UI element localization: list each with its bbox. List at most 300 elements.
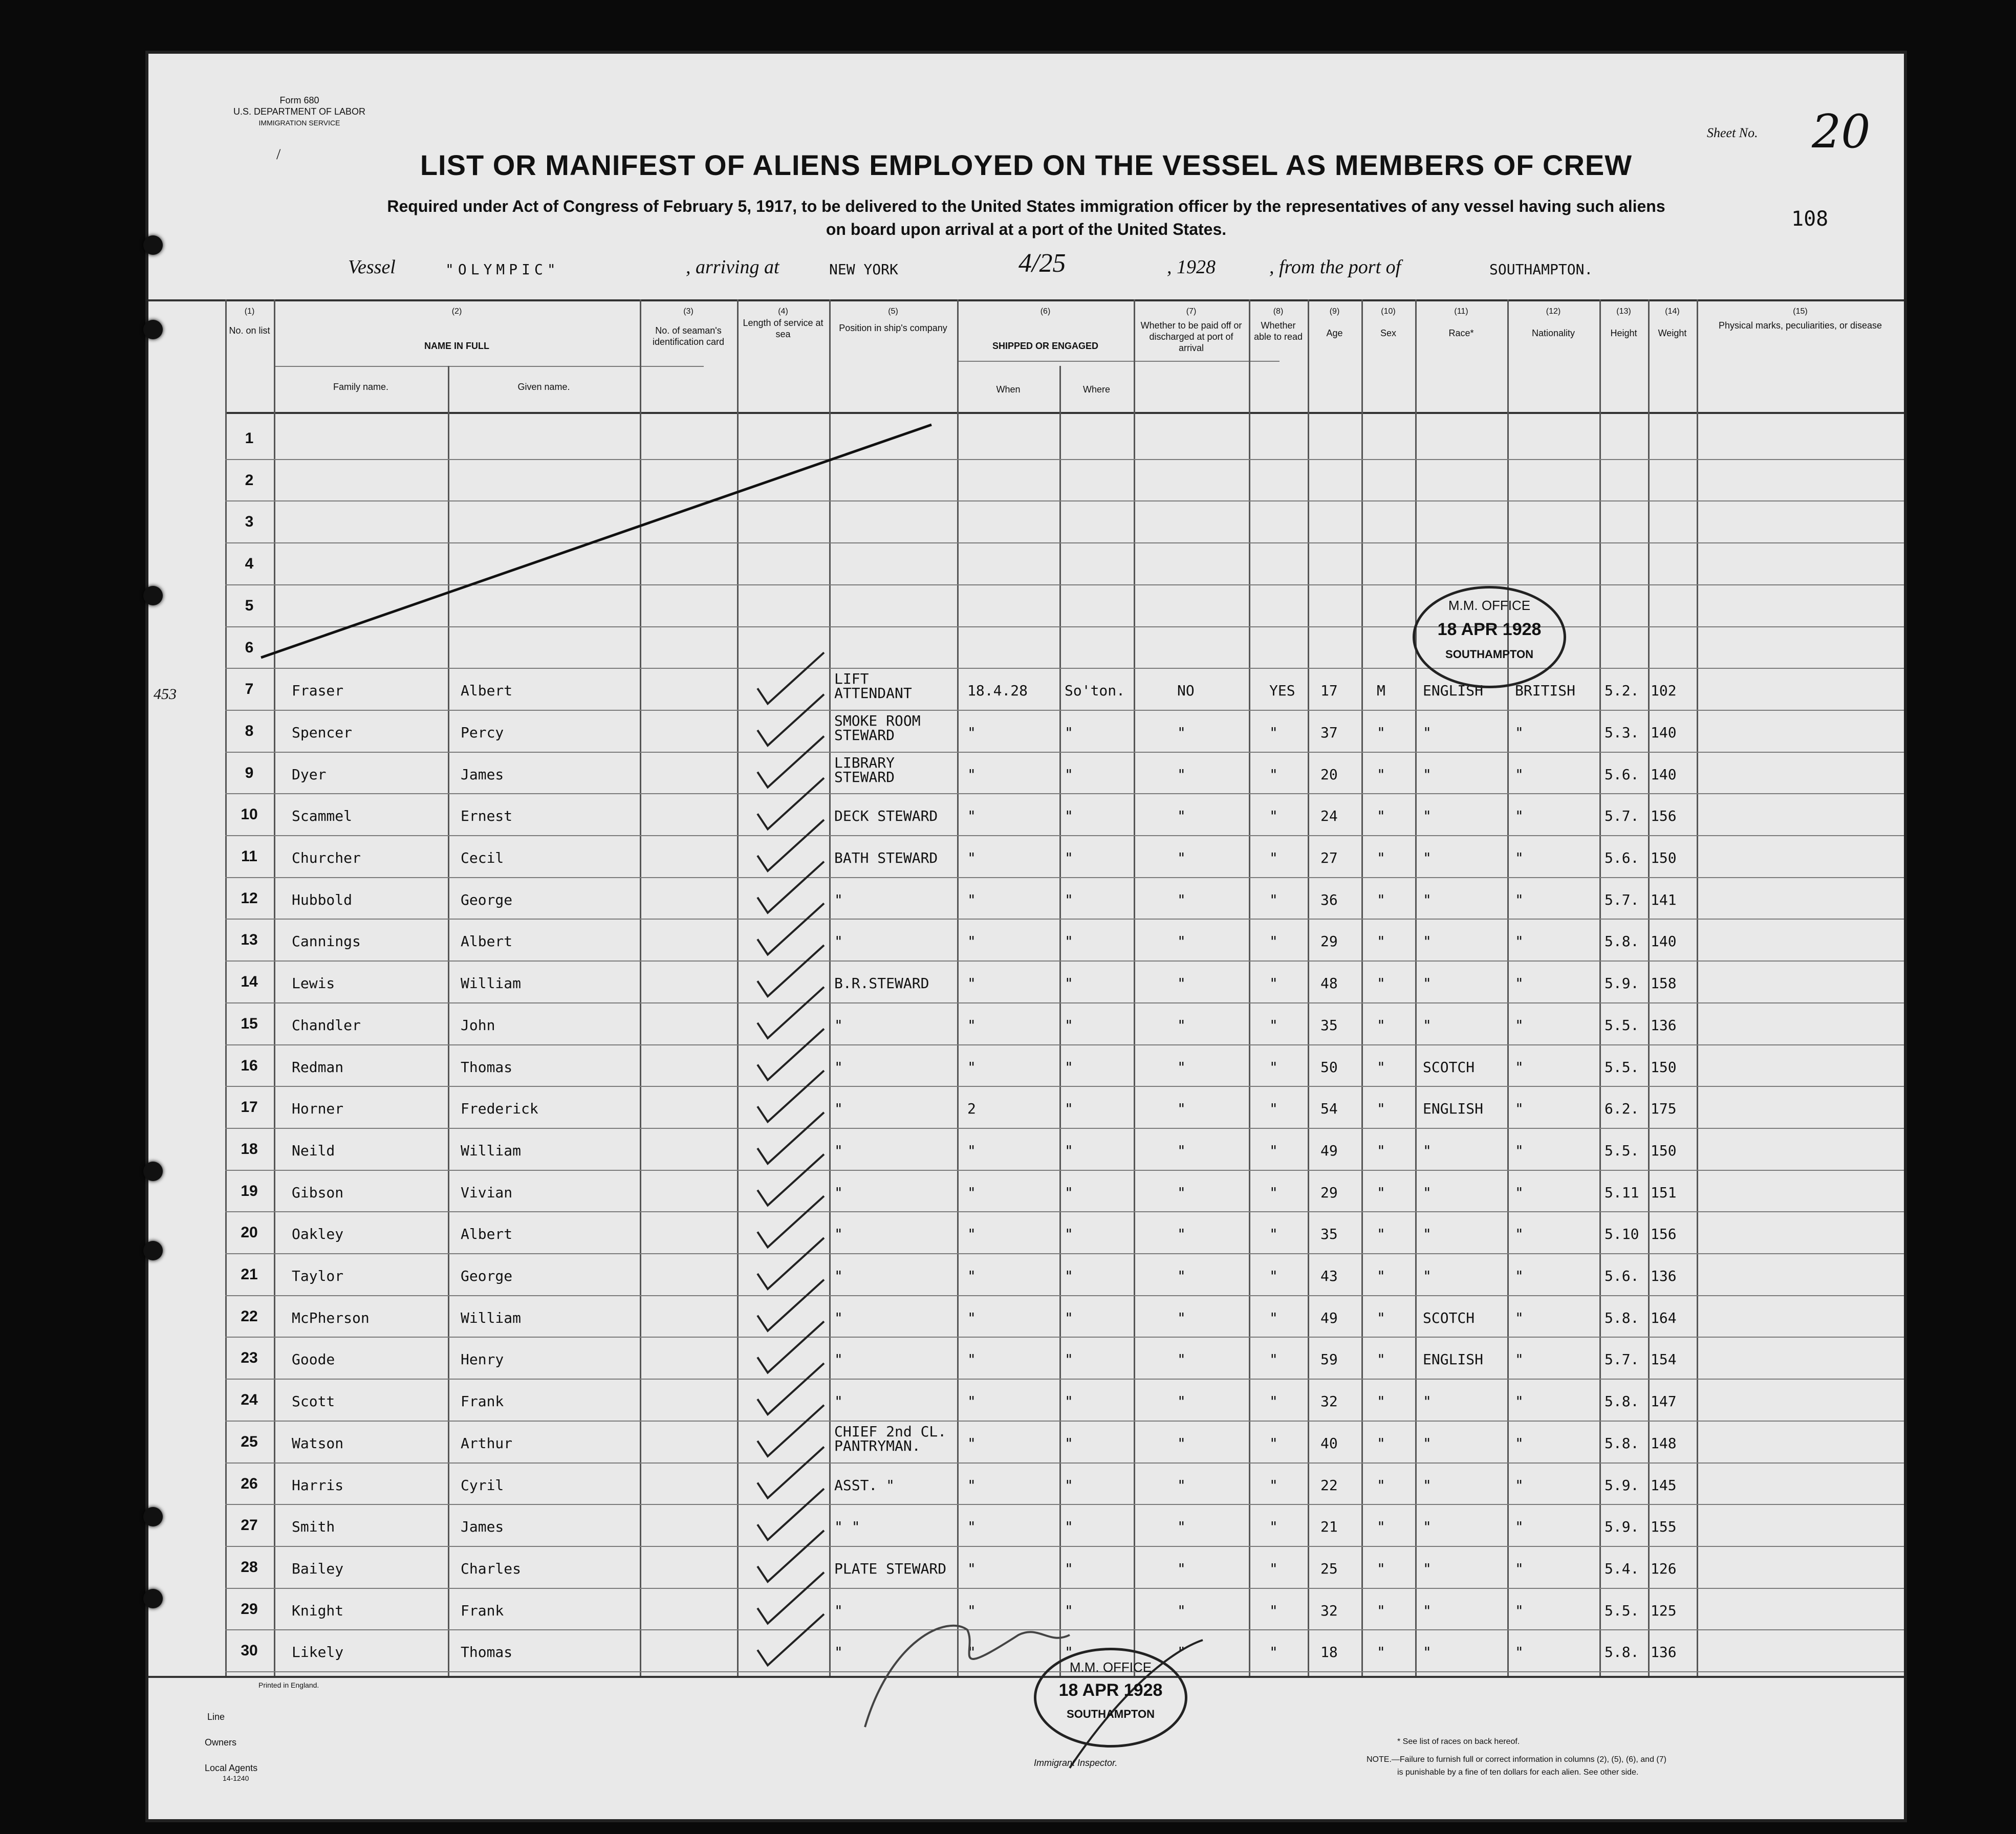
cell-sex: "	[1377, 1434, 1385, 1452]
cell-race: ENGLISH	[1423, 1351, 1484, 1368]
where-header: Where	[1082, 384, 1110, 395]
column-number: (12)	[1546, 307, 1561, 316]
footer-agents-label: Local Agents	[205, 1763, 258, 1773]
cell-given: Frederick	[461, 1100, 538, 1118]
cell-age: 35	[1320, 1016, 1338, 1034]
cell-height: 5.9.	[1605, 1518, 1639, 1536]
cell-given: William	[461, 1309, 522, 1326]
cell-race: "	[1423, 1226, 1432, 1243]
cell-height: 5.2.	[1605, 682, 1639, 700]
footer-owners-label: Owners	[205, 1737, 237, 1748]
row-number: 6	[245, 639, 254, 656]
cell-age: 22	[1320, 1476, 1338, 1494]
page-subtitle-line2: on board upon arrival at a port of the United States.	[826, 220, 1227, 238]
cell-given: Ernest	[461, 807, 513, 825]
cell-height: 5.8.	[1605, 1644, 1639, 1661]
cell-sex: "	[1377, 891, 1385, 908]
cell-family: Bailey	[292, 1560, 344, 1577]
when-header: When	[996, 384, 1021, 395]
column-header: Height	[1610, 328, 1637, 338]
row-number: 16	[241, 1057, 258, 1074]
cell-height: 5.7.	[1605, 891, 1639, 908]
form-mark: /	[276, 146, 281, 163]
cell-where: "	[1065, 975, 1073, 992]
cell-read: "	[1269, 807, 1278, 825]
row-number: 17	[241, 1099, 258, 1116]
cell-position: "	[834, 1309, 843, 1326]
cell-where: "	[1065, 1393, 1073, 1410]
stamp-date: 18 APR 1928	[1058, 1680, 1163, 1700]
row-number: 21	[241, 1266, 258, 1283]
cell-read: "	[1269, 766, 1278, 783]
cell-race: "	[1423, 1518, 1432, 1536]
column-number: (8)	[1273, 307, 1284, 316]
column-header: Nationality	[1531, 328, 1575, 338]
cell-position: BATH STEWARD	[834, 849, 938, 866]
cell-height: 5.8.	[1605, 1393, 1639, 1410]
office-stamp	[1034, 1648, 1187, 1748]
cell-when: "	[967, 1602, 976, 1619]
cell-nat: "	[1515, 766, 1524, 783]
cell-given: Frank	[461, 1393, 504, 1410]
cell-height: 5.6.	[1605, 1268, 1639, 1284]
cell-when: "	[967, 1393, 976, 1410]
cell-sex: "	[1377, 1100, 1385, 1118]
column-header: No. on list	[229, 325, 270, 336]
cell-given: William	[461, 975, 522, 992]
cell-age: 36	[1320, 891, 1338, 908]
cell-where: "	[1065, 1476, 1073, 1494]
cell-age: 37	[1320, 724, 1338, 741]
cell-read: YES	[1269, 682, 1295, 700]
cell-when: "	[967, 1518, 976, 1536]
cell-given: James	[461, 766, 504, 783]
cell-position: "	[834, 1058, 843, 1076]
cell-paid: "	[1177, 1518, 1186, 1536]
cell-height: 5.10	[1605, 1226, 1639, 1243]
column-number: (2)	[451, 307, 462, 316]
cell-sex: "	[1377, 1309, 1385, 1326]
vessel-label: Vessel	[348, 256, 396, 278]
cell-height: 5.3.	[1605, 724, 1639, 741]
cell-nat: "	[1515, 1644, 1524, 1661]
column-number: (4)	[778, 307, 788, 316]
column-header: Age	[1326, 328, 1343, 338]
cell-paid: "	[1177, 1184, 1186, 1201]
column-number: (14)	[1665, 307, 1680, 316]
cell-read: "	[1269, 1309, 1278, 1326]
cell-age: 27	[1320, 849, 1338, 866]
cell-sex: "	[1377, 1393, 1385, 1410]
stamp-bottom-text: SOUTHAMPTON	[1445, 648, 1533, 661]
row-number: 5	[245, 597, 254, 614]
cell-family: Smith	[292, 1518, 335, 1536]
cell-sex: "	[1377, 933, 1385, 950]
manifest-sheet	[148, 54, 1904, 1819]
cell-weight: 140	[1651, 933, 1677, 950]
cell-when: "	[967, 724, 976, 741]
column-header: No. of seaman's identification card	[652, 325, 725, 347]
cell-where: "	[1065, 1434, 1073, 1452]
cell-where: "	[1065, 1268, 1073, 1284]
cell-height: 5.7.	[1605, 1351, 1639, 1368]
cell-age: 49	[1320, 1142, 1338, 1159]
column-header: Length of service at sea	[743, 318, 823, 339]
cell-position: "	[834, 1351, 843, 1368]
cell-paid: "	[1177, 1100, 1186, 1118]
cell-when: "	[967, 1434, 976, 1452]
cell-given: James	[461, 1518, 504, 1536]
cell-nat: "	[1515, 724, 1524, 741]
cell-position: "	[834, 1142, 843, 1159]
cell-when: "	[967, 1058, 976, 1076]
cell-age: 49	[1320, 1309, 1338, 1326]
cell-sex: "	[1377, 1226, 1385, 1243]
office-stamp	[1413, 586, 1566, 688]
cell-paid: "	[1177, 1142, 1186, 1159]
cell-race: "	[1423, 1476, 1432, 1494]
departure-port: SOUTHAMPTON.	[1489, 261, 1593, 278]
column-header: Whether able to read	[1253, 320, 1303, 342]
page-code: 108	[1791, 207, 1829, 231]
cell-family: Fraser	[292, 682, 344, 700]
cell-when: "	[967, 766, 976, 783]
cell-given: Cecil	[461, 849, 504, 866]
row-number: 8	[245, 722, 254, 739]
cell-where: "	[1065, 807, 1073, 825]
arriving-label: , arriving at	[686, 256, 779, 278]
cell-given: William	[461, 1142, 522, 1159]
column-header: Race*	[1448, 328, 1474, 338]
cell-given: Frank	[461, 1602, 504, 1619]
cell-where: "	[1065, 724, 1073, 741]
cell-nat: "	[1515, 1476, 1524, 1494]
cell-age: 29	[1320, 933, 1338, 950]
cell-age: 48	[1320, 975, 1338, 992]
cell-when: "	[967, 1309, 976, 1326]
cell-height: 5.11	[1605, 1184, 1639, 1201]
cell-paid: "	[1177, 1016, 1186, 1034]
cell-position: PLATE STEWARD	[834, 1560, 947, 1577]
check-marks	[757, 652, 824, 1665]
printed-note: Printed in England.	[258, 1681, 319, 1689]
cell-when: "	[967, 1016, 976, 1034]
row-number: 23	[241, 1349, 258, 1367]
cell-race: "	[1423, 933, 1432, 950]
cell-paid: "	[1177, 807, 1186, 825]
cell-height: 5.9.	[1605, 1476, 1639, 1494]
cell-paid: "	[1177, 975, 1186, 992]
cell-position: "	[834, 933, 843, 950]
cell-paid: "	[1177, 1351, 1186, 1368]
cell-paid: "	[1177, 1560, 1186, 1577]
column-header: Sex	[1380, 328, 1397, 338]
cell-paid: "	[1177, 1644, 1186, 1661]
cell-read: "	[1269, 849, 1278, 866]
cell-nat: "	[1515, 1309, 1524, 1326]
stamp-top-text: M.M. OFFICE	[1448, 598, 1531, 613]
column-number: (15)	[1793, 307, 1808, 316]
cell-family: Cannings	[292, 933, 361, 950]
cell-sex: "	[1377, 1602, 1385, 1619]
cell-height: 5.4.	[1605, 1560, 1639, 1577]
cell-age: 29	[1320, 1184, 1338, 1201]
form-number: Form 680	[279, 95, 319, 105]
row-number: 11	[241, 848, 257, 865]
from-port-label: , from the port of	[1269, 256, 1401, 278]
row-number: 29	[241, 1600, 258, 1618]
cell-position: DECK STEWARD	[834, 807, 938, 825]
cell-weight: 141	[1651, 891, 1677, 908]
cell-age: 25	[1320, 1560, 1338, 1577]
cell-nat: "	[1515, 975, 1524, 992]
column-number: (9)	[1329, 307, 1340, 316]
cell-where: "	[1065, 1560, 1073, 1577]
cell-race: "	[1423, 1434, 1432, 1452]
cell-weight: 150	[1651, 849, 1677, 866]
page-subtitle-line1: Required under Act of Congress of February 5, 1917, to be delivered to the United States immigration officer by the representatives of any vessel having such aliens	[387, 197, 1665, 215]
cell-sex: "	[1377, 1351, 1385, 1368]
cell-height: 5.8.	[1605, 1434, 1639, 1452]
row-number: 18	[241, 1140, 258, 1158]
stamp-bottom-text: SOUTHAMPTON	[1067, 1708, 1155, 1720]
cell-given: Cyril	[461, 1476, 504, 1494]
cell-position: LIBRARY STEWARD	[834, 754, 895, 785]
cell-age: 50	[1320, 1058, 1338, 1076]
cell-race: "	[1423, 975, 1432, 992]
cell-position: "	[834, 1226, 843, 1243]
cell-paid: "	[1177, 1226, 1186, 1243]
cell-given: Albert	[461, 682, 513, 700]
row-number: 30	[241, 1642, 258, 1660]
cell-read: "	[1269, 1560, 1278, 1577]
cell-weight: 156	[1651, 1226, 1677, 1243]
cell-read: "	[1269, 891, 1278, 908]
cell-given: Charles	[461, 1560, 522, 1577]
cell-where: "	[1065, 933, 1073, 950]
row-number: 15	[241, 1015, 258, 1032]
row-number: 24	[241, 1391, 258, 1409]
cell-given: Albert	[461, 933, 513, 950]
cell-weight: 136	[1651, 1644, 1677, 1661]
cell-age: 20	[1320, 766, 1338, 783]
cell-nat: "	[1515, 1142, 1524, 1159]
cell-read: "	[1269, 975, 1278, 992]
cell-height: 5.5.	[1605, 1016, 1639, 1034]
cell-paid: "	[1177, 766, 1186, 783]
family-name-header: Family name.	[333, 382, 389, 392]
cell-paid: "	[1177, 1393, 1186, 1410]
cell-position: ASST. "	[834, 1476, 895, 1494]
cell-when: "	[967, 891, 976, 908]
cell-where: "	[1065, 1518, 1073, 1536]
cell-nat: "	[1515, 1560, 1524, 1577]
row-number: 26	[241, 1475, 258, 1492]
cell-nat: "	[1515, 1268, 1524, 1284]
cell-given: Thomas	[461, 1058, 513, 1076]
cell-height: 5.5.	[1605, 1058, 1639, 1076]
cell-paid: "	[1177, 1268, 1186, 1284]
cell-read: "	[1269, 1518, 1278, 1536]
cell-sex: "	[1377, 1184, 1385, 1201]
cell-height: 5.5.	[1605, 1602, 1639, 1619]
arrival-date: 4/25	[1018, 249, 1066, 278]
row-number: 10	[241, 806, 258, 823]
cell-family: Goode	[292, 1351, 335, 1368]
cell-position: "	[834, 1602, 843, 1619]
cell-position: B.R.STEWARD	[834, 975, 929, 992]
cell-sex: "	[1377, 724, 1385, 741]
cell-where: "	[1065, 1226, 1073, 1243]
cell-nat: "	[1515, 1434, 1524, 1452]
cell-race: "	[1423, 1016, 1432, 1034]
cell-where: "	[1065, 1016, 1073, 1034]
margin-note: 453	[154, 686, 177, 703]
cell-read: "	[1269, 1393, 1278, 1410]
cell-race: "	[1423, 891, 1432, 908]
cell-read: "	[1269, 1602, 1278, 1619]
cell-position: "	[834, 891, 843, 908]
cell-age: 17	[1320, 682, 1338, 700]
cell-family: Knight	[292, 1602, 344, 1619]
cell-nat: "	[1515, 1016, 1524, 1034]
sheet-number: 20	[1812, 105, 1871, 159]
column-header: NAME IN FULL	[424, 341, 489, 351]
cell-where: "	[1065, 1184, 1073, 1201]
cell-given: Vivian	[461, 1184, 513, 1201]
column-number: (11)	[1454, 307, 1468, 316]
cell-family: Taylor	[292, 1268, 344, 1284]
cell-nat: "	[1515, 849, 1524, 866]
row-number: 13	[241, 931, 258, 949]
cell-sex: "	[1377, 1560, 1385, 1577]
cell-when: "	[967, 1351, 976, 1368]
cell-paid: "	[1177, 1434, 1186, 1452]
cell-paid: "	[1177, 933, 1186, 950]
cell-where: "	[1065, 1602, 1073, 1619]
cell-weight: 154	[1651, 1351, 1677, 1368]
cell-sex: "	[1377, 1476, 1385, 1494]
cell-family: Gibson	[292, 1184, 344, 1201]
cancel-line	[261, 425, 931, 658]
cell-race: "	[1423, 766, 1432, 783]
given-name-header: Given name.	[517, 382, 570, 392]
cell-age: 32	[1320, 1393, 1338, 1410]
cell-family: Redman	[292, 1058, 344, 1076]
cell-weight: 102	[1651, 682, 1677, 700]
cell-age: 21	[1320, 1518, 1338, 1536]
cell-race: "	[1423, 1393, 1432, 1410]
cell-position: "	[834, 1184, 843, 1201]
cell-family: Dyer	[292, 766, 327, 783]
cell-family: Horner	[292, 1100, 344, 1118]
cell-when: "	[967, 933, 976, 950]
cell-weight: 150	[1651, 1058, 1677, 1076]
column-number: (1)	[244, 307, 255, 316]
row-number: 1	[245, 430, 254, 447]
cell-position: LIFT ATTENDANT	[834, 670, 912, 702]
cell-read: "	[1269, 1351, 1278, 1368]
row-number: 22	[241, 1307, 258, 1325]
cell-nat: "	[1515, 1184, 1524, 1201]
cell-read: "	[1269, 1268, 1278, 1284]
footer-line-label: Line	[207, 1712, 225, 1722]
cell-family: Scott	[292, 1393, 335, 1410]
check-mark	[757, 652, 824, 704]
cell-family: Hubbold	[292, 891, 353, 908]
column-number: (3)	[683, 307, 693, 316]
cell-nat: "	[1515, 1100, 1524, 1118]
cell-where: "	[1065, 1644, 1073, 1661]
cell-family: Scammel	[292, 807, 353, 825]
stamp-top-text: M.M. OFFICE	[1069, 1660, 1152, 1675]
cell-sex: "	[1377, 807, 1385, 825]
cell-paid: "	[1177, 891, 1186, 908]
cell-paid: "	[1177, 849, 1186, 866]
footer-agents-code: 14-1240	[223, 1774, 249, 1782]
row-number: 20	[241, 1224, 258, 1241]
cell-given: John	[461, 1016, 495, 1034]
cell-weight: 158	[1651, 975, 1677, 992]
cell-read: "	[1269, 933, 1278, 950]
cell-nat: "	[1515, 1602, 1524, 1619]
cell-weight: 156	[1651, 807, 1677, 825]
cell-position: "	[834, 1268, 843, 1284]
cell-paid: "	[1177, 1602, 1186, 1619]
cell-position: SMOKE ROOM STEWARD	[834, 712, 921, 744]
arrival-port: NEW YORK	[829, 261, 898, 278]
sheet-number-label: Sheet No.	[1707, 125, 1758, 140]
cell-race: ENGLISH	[1423, 1100, 1484, 1118]
cell-where: So'ton.	[1065, 682, 1125, 700]
cell-sex: M	[1377, 682, 1385, 700]
cell-weight: 140	[1651, 766, 1677, 783]
cell-when: "	[967, 1560, 976, 1577]
cell-family: Harris	[292, 1476, 344, 1494]
column-header: Position in ship's company	[839, 323, 947, 333]
row-number: 28	[241, 1558, 258, 1576]
cell-nat: "	[1515, 1518, 1524, 1536]
penalty-note-line2: is punishable by a fine of ten dollars for each alien. See other side.	[1397, 1768, 1639, 1777]
row-number: 9	[245, 764, 254, 781]
cell-position: CHIEF 2nd CL. PANTRYMAN.	[834, 1423, 947, 1454]
cell-nat: BRITISH	[1515, 682, 1576, 700]
cell-sex: "	[1377, 1268, 1385, 1284]
row-number: 12	[241, 889, 258, 907]
penalty-note-line1: NOTE.—Failure to furnish full or correct information in columns (2), (5), (6), and (7)	[1367, 1755, 1666, 1764]
cell-weight: 126	[1651, 1560, 1677, 1577]
cell-read: "	[1269, 1476, 1278, 1494]
cell-family: Likely	[292, 1644, 344, 1661]
cell-age: 18	[1320, 1644, 1338, 1661]
cell-position: "	[834, 1644, 843, 1661]
cell-sex: "	[1377, 849, 1385, 866]
row-number: 7	[245, 681, 254, 698]
cell-nat: "	[1515, 807, 1524, 825]
cell-paid: NO	[1177, 682, 1195, 700]
cell-sex: "	[1377, 766, 1385, 783]
row-number: 19	[241, 1182, 258, 1199]
row-number: 25	[241, 1433, 258, 1450]
arrival-year: , 1928	[1167, 256, 1216, 278]
cell-race: "	[1423, 1184, 1432, 1201]
row-number: 14	[241, 973, 258, 991]
cell-when: "	[967, 807, 976, 825]
cell-read: "	[1269, 1644, 1278, 1661]
cell-weight: 155	[1651, 1518, 1677, 1536]
cell-family: Churcher	[292, 849, 361, 866]
cell-when: "	[967, 1226, 976, 1243]
